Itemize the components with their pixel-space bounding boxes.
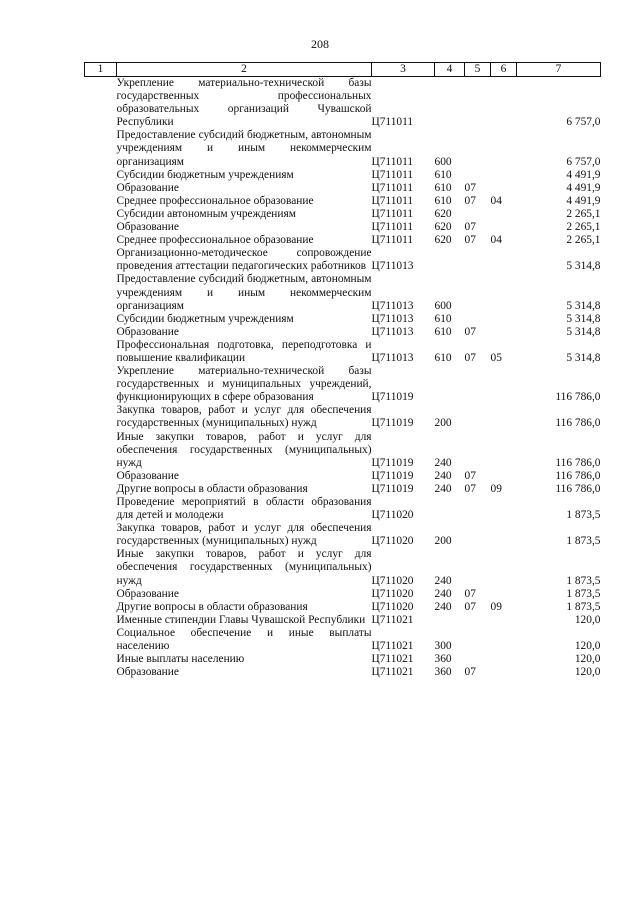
target-article-code: Ц711021 — [371, 653, 414, 666]
section-code — [465, 77, 491, 130]
table-row — [85, 313, 601, 326]
target-article-code: Ц711011 — [371, 221, 414, 234]
header-col-7: 7 — [517, 63, 601, 77]
item-name: Иные закупки товаров, работ и услуг для обеспечения государственных (муниципальных) нужд — [116, 548, 372, 587]
expense-type-code: 610 — [434, 194, 452, 207]
section-code — [465, 129, 491, 168]
expense-type-code: 240 — [434, 469, 452, 482]
expense-type-code: 200 — [434, 535, 452, 548]
target-article-code: Ц711011 — [371, 181, 414, 194]
table-row — [85, 326, 601, 339]
section-code: 07 — [464, 194, 476, 207]
table-row — [85, 169, 601, 182]
subsection-code — [491, 247, 517, 273]
expense-type-code: 620 — [434, 207, 452, 220]
target-article-code: Ц711013 — [371, 260, 414, 273]
row-number-cell — [85, 247, 117, 273]
expense-type-code: 600 — [434, 299, 452, 312]
table-row — [85, 522, 601, 548]
amount: 2 265,1 — [566, 207, 601, 220]
item-name: Профессиональная подготовка, переподготовка и повышение квалификации — [116, 338, 372, 364]
expense-type-code — [435, 247, 465, 273]
expense-type-code: 240 — [434, 600, 452, 613]
section-code: 07 — [464, 666, 476, 679]
amount: 1 873,5 — [566, 574, 601, 587]
item-name: Закупка товаров, работ и услуг для обеспечения государственных (муниципальных) нужд — [116, 404, 372, 430]
item-name: Образование — [116, 325, 179, 338]
target-article-code: Ц711011 — [371, 155, 414, 168]
target-article-code: Ц711019 — [371, 417, 414, 430]
item-name: Именные стипендии Главы Чувашской Республики — [116, 613, 366, 626]
expense-type-code — [435, 77, 465, 130]
expense-type-code: 200 — [434, 417, 452, 430]
row-number-cell — [85, 431, 117, 470]
item-name: Укрепление материально-технической базы государственных и муниципальных учреждений, функционирующих в сфере образования — [116, 365, 372, 404]
section-code — [465, 431, 491, 470]
expense-type-code: 610 — [434, 168, 452, 181]
amount: 1 873,5 — [566, 509, 601, 522]
row-number-cell — [85, 221, 117, 234]
target-article-code: Ц711021 — [371, 666, 414, 679]
table-row — [85, 129, 601, 168]
subsection-code — [491, 273, 517, 312]
section-code: 07 — [464, 482, 476, 495]
table-row — [85, 339, 601, 365]
table-row — [85, 208, 601, 221]
row-number-cell — [85, 601, 117, 614]
subsection-code — [491, 365, 517, 404]
section-code — [465, 313, 491, 326]
item-name: Субсидии автономным учреждениям — [116, 207, 296, 220]
table-body — [85, 77, 601, 680]
amount: 5 314,8 — [566, 351, 601, 364]
amount: 120,0 — [574, 653, 601, 666]
item-name: Образование — [116, 666, 179, 679]
subsection-code — [491, 470, 517, 483]
header-col-2: 2 — [117, 63, 372, 77]
amount: 116 786,0 — [555, 391, 601, 404]
subsection-code — [491, 496, 517, 522]
table-row — [85, 77, 601, 130]
expense-type-code: 610 — [434, 325, 452, 338]
row-number-cell — [85, 169, 117, 182]
item-name: Образование — [116, 221, 179, 234]
target-article-code: Ц711013 — [371, 325, 414, 338]
table-row — [85, 234, 601, 247]
row-number-cell — [85, 483, 117, 496]
subsection-code — [491, 404, 517, 430]
section-code: 07 — [464, 181, 476, 194]
section-code: 07 — [464, 469, 476, 482]
row-number-cell — [85, 182, 117, 195]
table-row — [85, 470, 601, 483]
subsection-code — [491, 182, 517, 195]
target-article-code: Ц711011 — [371, 207, 414, 220]
row-number-cell — [85, 326, 117, 339]
subsection-code: 04 — [490, 234, 502, 247]
subsection-code — [491, 77, 517, 130]
target-article-code: Ц711021 — [371, 640, 414, 653]
item-name: Организационно-методическое сопровождение проведения аттестации педагогических работников — [116, 247, 372, 273]
amount: 116 786,0 — [555, 417, 601, 430]
amount: 120,0 — [574, 666, 601, 679]
table-row — [85, 614, 601, 627]
target-article-code: Ц711021 — [371, 613, 414, 626]
expense-type-code: 610 — [434, 351, 452, 364]
amount: 116 786,0 — [555, 482, 601, 495]
item-name: Другие вопросы в области образования — [116, 482, 308, 495]
target-article-code: Ц711019 — [371, 391, 414, 404]
subsection-code — [491, 666, 517, 679]
expense-type-code: 300 — [434, 640, 452, 653]
header-col-6: 6 — [491, 63, 517, 77]
expense-type-code — [435, 496, 465, 522]
item-name: Субсидии бюджетным учреждениям — [116, 312, 294, 325]
row-number-cell — [85, 234, 117, 247]
item-name: Иные выплаты населению — [116, 653, 245, 666]
subsection-code: 09 — [490, 600, 502, 613]
expense-type-code: 240 — [434, 587, 452, 600]
table-row — [85, 404, 601, 430]
expense-type-code: 240 — [434, 456, 452, 469]
section-code — [465, 208, 491, 221]
item-name: Среднее профессиональное образование — [116, 194, 314, 207]
header-col-3: 3 — [372, 63, 435, 77]
item-name: Укрепление материально-технической базы государственных профессиональных образовательных организаций Чувашской Республики — [116, 77, 372, 129]
amount: 6 757,0 — [566, 155, 601, 168]
item-name: Проведение мероприятий в области образования для детей и молодежи — [116, 496, 372, 522]
subsection-code — [491, 169, 517, 182]
section-code — [465, 273, 491, 312]
subsection-code — [491, 653, 517, 666]
amount: 2 265,1 — [566, 221, 601, 234]
expense-type-code: 620 — [434, 234, 452, 247]
table-row — [85, 548, 601, 587]
row-number-cell — [85, 522, 117, 548]
amount: 5 314,8 — [566, 312, 601, 325]
subsection-code — [491, 208, 517, 221]
row-number-cell — [85, 129, 117, 168]
target-article-code: Ц711011 — [371, 234, 414, 247]
section-code: 07 — [464, 221, 476, 234]
target-article-code: Ц711011 — [371, 116, 414, 129]
page-number: 208 — [311, 37, 329, 51]
subsection-code — [491, 313, 517, 326]
expense-type-code — [435, 365, 465, 404]
section-code: 07 — [464, 234, 476, 247]
table-row — [85, 666, 601, 679]
table-row — [85, 653, 601, 666]
table-row — [85, 601, 601, 614]
item-name: Субсидии бюджетным учреждениям — [116, 168, 294, 181]
section-code — [465, 614, 491, 627]
table-row — [85, 483, 601, 496]
table-row — [85, 273, 601, 312]
item-name: Иные закупки товаров, работ и услуг для обеспечения государственных (муниципальных) нужд — [116, 430, 372, 469]
section-code: 07 — [464, 351, 476, 364]
row-number-cell — [85, 627, 117, 653]
target-article-code: Ц711020 — [371, 574, 414, 587]
section-code — [465, 522, 491, 548]
item-name: Среднее профессиональное образование — [116, 234, 314, 247]
section-code — [465, 365, 491, 404]
row-number-cell — [85, 496, 117, 522]
target-article-code: Ц711020 — [371, 600, 414, 613]
table-row — [85, 195, 601, 208]
target-article-code: Ц711019 — [371, 482, 414, 495]
amount: 4 491,9 — [566, 181, 601, 194]
item-name: Образование — [116, 469, 179, 482]
amount: 5 314,8 — [566, 299, 601, 312]
expense-type-code: 360 — [434, 653, 452, 666]
subsection-code — [491, 129, 517, 168]
row-number-cell — [85, 208, 117, 221]
header-col-4: 4 — [435, 63, 465, 77]
header-col-1: 1 — [85, 63, 117, 77]
row-number-cell — [85, 614, 117, 627]
amount: 116 786,0 — [555, 469, 601, 482]
subsection-code — [491, 326, 517, 339]
item-name: Образование — [116, 587, 179, 600]
section-code: 07 — [464, 600, 476, 613]
row-number-cell — [85, 313, 117, 326]
target-article-code: Ц711020 — [371, 509, 414, 522]
row-number-cell — [85, 273, 117, 312]
table-row — [85, 221, 601, 234]
table-row — [85, 247, 601, 273]
amount: 5 314,8 — [566, 260, 601, 273]
row-number-cell — [85, 666, 117, 679]
subsection-code — [491, 221, 517, 234]
table-row — [85, 182, 601, 195]
subsection-code — [491, 614, 517, 627]
target-article-code: Ц711013 — [371, 312, 414, 325]
item-name: Социальное обеспечение и иные выплаты населению — [116, 626, 372, 653]
section-code — [465, 548, 491, 587]
amount: 1 873,5 — [566, 587, 601, 600]
section-code — [465, 169, 491, 182]
item-name: Предоставление субсидий бюджетным, автономным учреждениям и иным некоммерческим организациям — [116, 129, 372, 168]
row-number-cell — [85, 470, 117, 483]
subsection-code: 04 — [490, 194, 502, 207]
table-row — [85, 496, 601, 522]
row-number-cell — [85, 365, 117, 404]
section-code — [465, 404, 491, 430]
row-number-cell — [85, 77, 117, 130]
row-number-cell — [85, 339, 117, 365]
target-article-code: Ц711019 — [371, 456, 414, 469]
item-name: Образование — [116, 181, 179, 194]
target-article-code: Ц711011 — [371, 168, 414, 181]
amount: 6 757,0 — [566, 116, 601, 129]
expense-type-code: 240 — [434, 482, 452, 495]
table-row — [85, 627, 601, 653]
amount: 1 873,5 — [566, 600, 601, 613]
amount: 4 491,9 — [566, 168, 601, 181]
subsection-code — [491, 588, 517, 601]
section-code — [465, 247, 491, 273]
expense-type-code: 620 — [434, 221, 452, 234]
amount: 120,0 — [574, 640, 601, 653]
expense-type-code: 360 — [434, 666, 452, 679]
subsection-code: 05 — [490, 351, 502, 364]
section-code: 07 — [464, 325, 476, 338]
subsection-code — [491, 627, 517, 653]
amount: 1 873,5 — [566, 535, 601, 548]
section-code — [465, 496, 491, 522]
amount: 5 314,8 — [566, 325, 601, 338]
row-number-cell — [85, 404, 117, 430]
section-code — [465, 627, 491, 653]
budget-table — [84, 62, 601, 679]
table-header-row — [85, 63, 601, 77]
row-number-cell — [85, 653, 117, 666]
expense-type-code: 610 — [434, 312, 452, 325]
amount: 120,0 — [574, 613, 601, 626]
item-name: Другие вопросы в области образования — [116, 600, 308, 613]
target-article-code: Ц711011 — [371, 194, 414, 207]
expense-type-code: 240 — [434, 574, 452, 587]
expense-type-code — [435, 614, 465, 627]
table-row — [85, 588, 601, 601]
amount: 2 265,1 — [566, 234, 601, 247]
section-code: 07 — [464, 587, 476, 600]
item-name: Закупка товаров, работ и услуг для обеспечения государственных (муниципальных) нужд — [116, 522, 372, 548]
subsection-code — [491, 431, 517, 470]
target-article-code: Ц711013 — [371, 351, 414, 364]
expense-type-code: 610 — [434, 181, 452, 194]
row-number-cell — [85, 588, 117, 601]
expense-type-code: 600 — [434, 155, 452, 168]
subsection-code — [491, 522, 517, 548]
item-name: Предоставление субсидий бюджетным, автономным учреждениям и иным некоммерческим организациям — [116, 273, 372, 312]
table-row — [85, 365, 601, 404]
header-col-5: 5 — [465, 63, 491, 77]
row-number-cell — [85, 195, 117, 208]
amount: 116 786,0 — [555, 456, 601, 469]
target-article-code: Ц711020 — [371, 587, 414, 600]
section-code — [465, 653, 491, 666]
target-article-code: Ц711020 — [371, 535, 414, 548]
target-article-code: Ц711019 — [371, 469, 414, 482]
target-article-code: Ц711013 — [371, 299, 414, 312]
subsection-code: 09 — [490, 482, 502, 495]
row-number-cell — [85, 548, 117, 587]
table-row — [85, 431, 601, 470]
subsection-code — [491, 548, 517, 587]
amount: 4 491,9 — [566, 194, 601, 207]
